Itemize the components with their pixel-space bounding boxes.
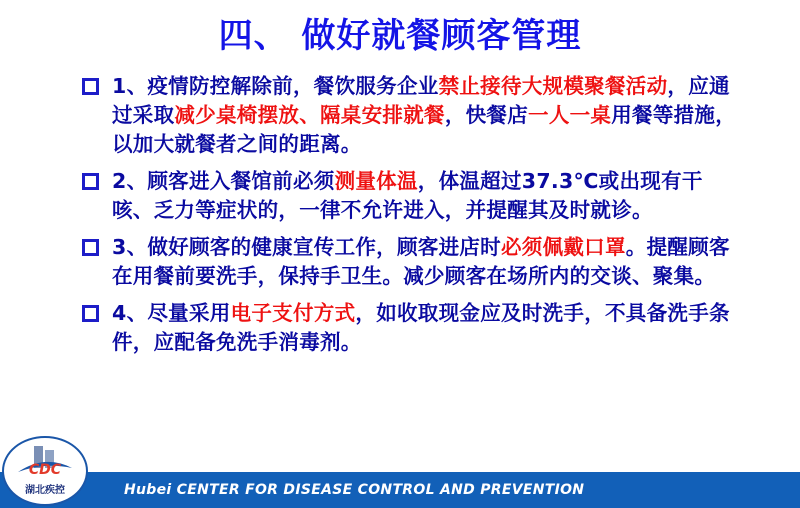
bullet-highlight-segment: 必须佩戴口罩 <box>500 235 626 259</box>
bullet-text <box>112 72 740 159</box>
bullet-highlight-segment: 一人一桌 <box>528 103 612 127</box>
bullet-text-segment: ，如收取现金应及时洗手，不具备洗手条件，应配备免洗手消毒剂。 <box>112 301 730 354</box>
bullet-text <box>112 299 740 357</box>
bullet-text <box>112 233 740 291</box>
logo-text: 湖北疾控 <box>25 485 65 496</box>
bullet-text-segment: ，体温超过37.3℃或出现有干咳、乏力等症状的，一律不允许进入，并提醒其及时就诊。 <box>112 169 703 222</box>
footer-org-name: Hubei CENTER FOR DISEASE CONTROL AND PREVENTION <box>124 482 585 498</box>
bullet-highlight-segment: 减少桌椅摆放、隔桌安排就餐 <box>174 103 445 127</box>
hubei-cdc-logo-icon <box>0 436 92 508</box>
bullet-text-segment: 。提醒顾客在用餐前要洗手，保持手卫生。减少顾客在场所内的交谈、聚集。 <box>112 235 730 288</box>
bullet-text-segment: 4、尽量采用 <box>112 301 231 325</box>
bullet-highlight-segment: 禁止接待大规模聚餐活动 <box>438 74 668 98</box>
bullet-item <box>0 233 800 291</box>
bullet-text-segment: 1、疫情防控解除前，餐饮服务企业 <box>112 74 439 98</box>
bullet-list <box>0 72 800 365</box>
bullet-text-segment: 用餐等措施，以加大就餐者之间的距离。 <box>112 103 737 156</box>
slide-title: 四、 做好就餐顾客管理 <box>218 16 582 56</box>
bullet-highlight-segment: 电子支付方式 <box>230 301 356 325</box>
square-bullet-icon <box>82 78 99 95</box>
cdc-emblem-icon <box>14 444 76 484</box>
bullet-text <box>112 167 740 225</box>
square-bullet-icon <box>82 305 99 322</box>
bullet-text-segment: ，应通过采取 <box>112 74 730 127</box>
logo-letters: CDC <box>28 462 62 478</box>
bullet-item <box>0 299 800 357</box>
bullet-text-segment: 2、顾客进入餐馆前必须 <box>112 169 335 193</box>
bullet-item <box>0 72 800 159</box>
bullet-item <box>0 167 800 225</box>
square-bullet-icon <box>82 173 99 190</box>
square-bullet-icon <box>82 239 99 256</box>
bullet-highlight-segment: 测量体温 <box>334 169 418 193</box>
bullet-text-segment: ，快餐店 <box>444 103 529 127</box>
bullet-text-segment: 3、做好顾客的健康宣传工作，顾客进店时 <box>112 235 501 259</box>
